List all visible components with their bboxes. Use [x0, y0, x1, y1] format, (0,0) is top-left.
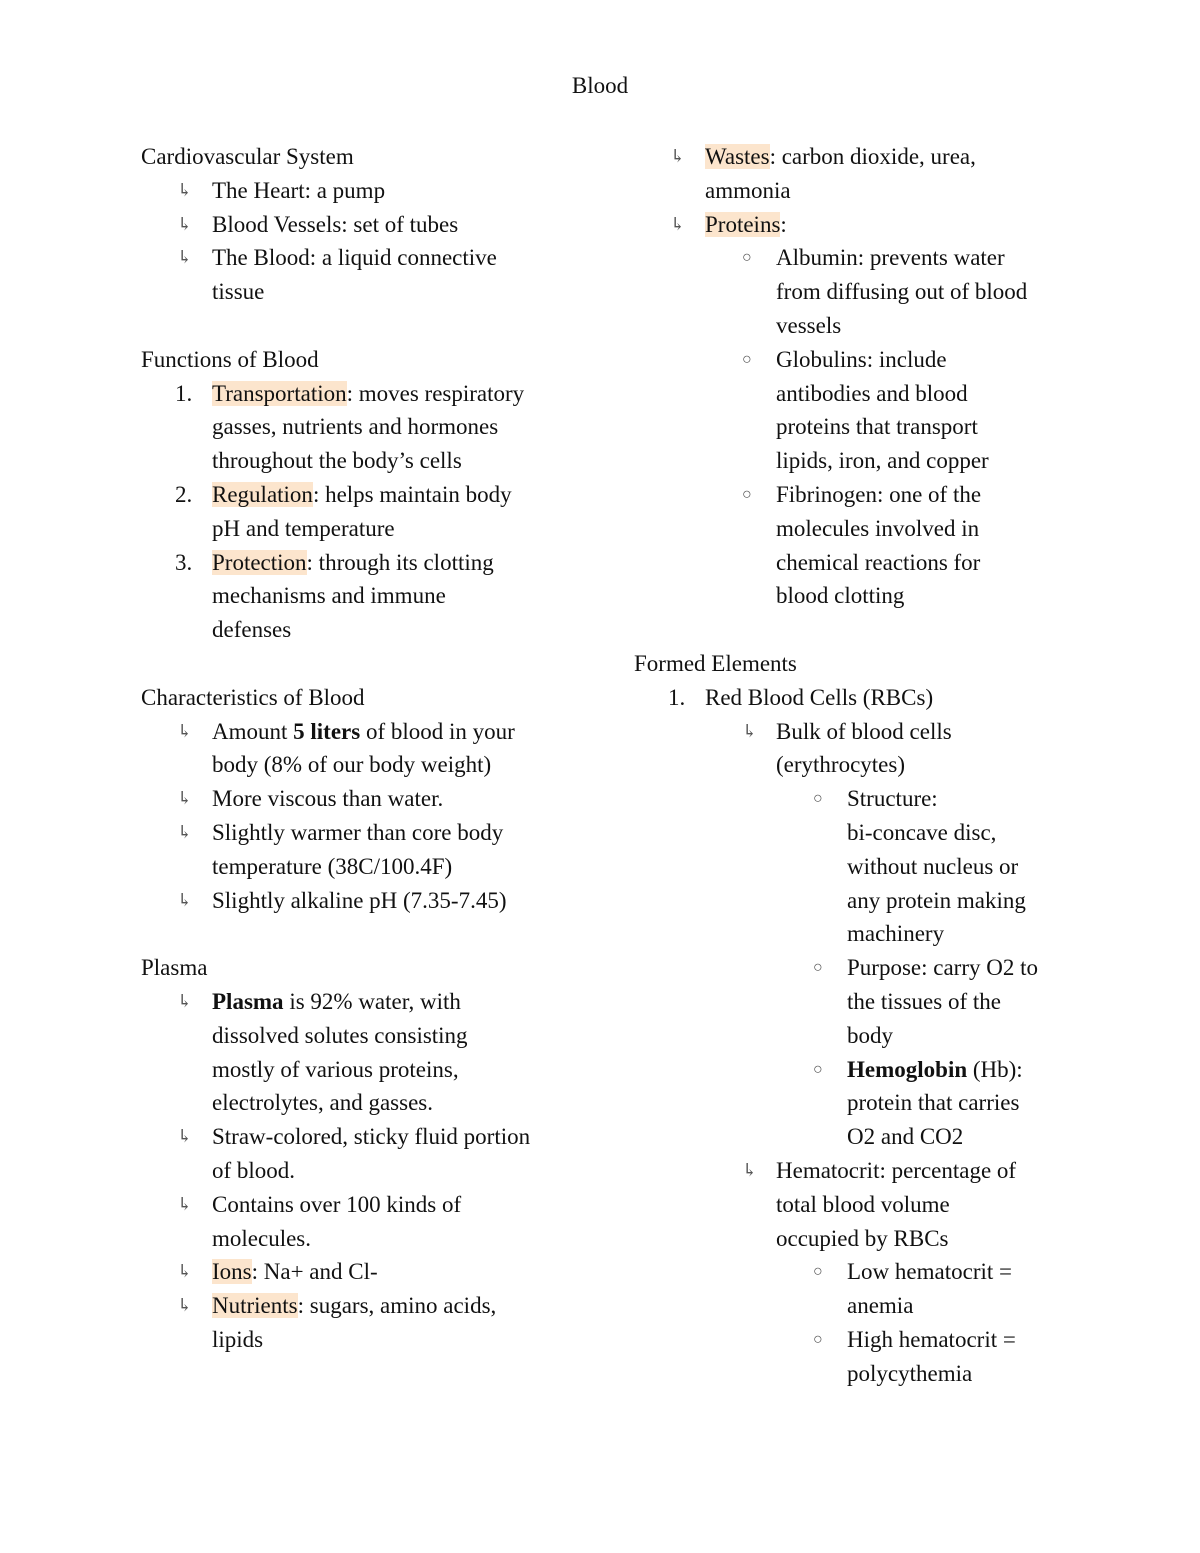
item-text: of blood.	[212, 1157, 296, 1183]
item-text	[705, 140, 976, 174]
spacer	[634, 613, 1074, 647]
arrow-bullet-icon: ↳	[177, 247, 193, 268]
list-item-continuation	[141, 512, 581, 546]
list-item-continuation	[141, 444, 581, 478]
arrow-bullet-icon: ↳	[670, 213, 686, 234]
list-item-continuation	[141, 579, 581, 613]
list-item	[141, 1255, 581, 1289]
highlighted-term: Nutrients	[212, 1293, 298, 1319]
list-item-continuation	[634, 174, 1074, 208]
highlighted-term: Ions	[212, 1259, 252, 1285]
heading-plasma: Plasma	[141, 955, 208, 981]
item-text: proteins that transport	[776, 414, 978, 440]
item-text	[847, 1053, 1023, 1087]
list-item-continuation	[634, 1120, 1074, 1154]
text-run: is 92% water, with	[283, 988, 461, 1014]
list-item-continuation	[141, 1323, 581, 1357]
list-item-continuation	[141, 275, 581, 309]
circle-bullet-icon: ○	[742, 485, 752, 503]
term-description: :	[780, 211, 787, 237]
arrow-bullet-icon: ↳	[177, 889, 193, 910]
numbered-item	[141, 546, 581, 580]
item-number: 3.	[175, 549, 193, 575]
highlighted-term: Protection	[212, 549, 307, 575]
list-item-continuation	[634, 1086, 1074, 1120]
item-text: gasses, nutrients and hormones	[212, 414, 499, 440]
list-item-continuation	[634, 1289, 1074, 1323]
item-text: Fibrinogen: one of the	[776, 481, 982, 507]
item-text: dissolved solutes consisting	[212, 1022, 468, 1048]
item-text: defenses	[212, 617, 292, 643]
page-title: Blood	[571, 73, 629, 98]
list-item-continuation	[634, 377, 1074, 411]
item-text: from diffusing out of blood	[776, 279, 1028, 305]
item-text: without nucleus or	[847, 853, 1019, 879]
list-item-continuation	[634, 1188, 1074, 1222]
numbered-item	[141, 377, 581, 411]
item-text	[212, 478, 512, 512]
arrow-bullet-icon: ↳	[177, 990, 193, 1011]
section-heading	[141, 140, 581, 174]
list-item	[141, 208, 581, 242]
item-text: Structure:	[847, 786, 938, 812]
list-item-continuation	[634, 546, 1074, 580]
item-text: Purpose: carry O2 to	[847, 955, 1038, 981]
circle-bullet-icon: ○	[813, 1330, 823, 1348]
item-text: Red Blood Cells (RBCs)	[705, 684, 934, 710]
term-description: : sugars, amino acids,	[297, 1293, 497, 1319]
list-item-continuation	[634, 275, 1074, 309]
highlighted-term: Wastes	[705, 144, 770, 169]
term-description: : through its clotting	[306, 549, 494, 575]
list-item	[634, 140, 1074, 174]
item-text: polycythemia	[847, 1360, 973, 1386]
heading-formed-elements: Formed Elements	[634, 650, 797, 676]
sub-item	[634, 1154, 1074, 1188]
item-text: Bulk of blood cells	[776, 718, 952, 744]
list-item-continuation	[141, 1019, 581, 1053]
list-item-continuation	[634, 985, 1074, 1019]
item-text: blood clotting	[776, 583, 905, 609]
list-item-continuation	[634, 1357, 1074, 1391]
arrow-bullet-icon: ↳	[177, 1193, 193, 1214]
highlighted-term: Transportation	[212, 380, 347, 406]
bold-term: Plasma	[212, 988, 284, 1014]
arrow-bullet-icon: ↳	[177, 1295, 193, 1316]
spacer	[141, 917, 581, 951]
item-text: mechanisms and immune	[212, 583, 446, 609]
arrow-bullet-icon: ↳	[177, 179, 193, 200]
item-text: vessels	[776, 312, 842, 338]
item-text: throughout the body’s cells	[212, 448, 462, 474]
item-text: mostly of various proteins,	[212, 1056, 459, 1082]
item-text: Hematocrit: percentage of	[776, 1157, 1017, 1183]
item-text	[212, 377, 524, 411]
item-text: bi-concave disc,	[847, 819, 997, 845]
list-item-continuation	[141, 1154, 581, 1188]
arrow-bullet-icon: ↳	[670, 146, 686, 166]
circle-bullet-icon: ○	[742, 249, 752, 267]
sub-sub-item	[634, 782, 1074, 816]
list-item-continuation	[634, 309, 1074, 343]
item-text: lipids	[212, 1326, 264, 1352]
item-text: (erythrocytes)	[776, 752, 905, 778]
arrow-bullet-icon: ↳	[177, 213, 193, 234]
item-text	[212, 546, 494, 580]
sub-item	[634, 478, 1074, 512]
arrow-bullet-icon: ↳	[177, 720, 193, 741]
item-text	[212, 1255, 378, 1289]
list-item-continuation	[634, 917, 1074, 951]
bold-term: 5 liters	[293, 718, 361, 744]
list-item	[141, 174, 581, 208]
list-item-continuation	[634, 512, 1074, 546]
item-text: Blood Vessels: set of tubes	[212, 211, 459, 237]
item-text: occupied by RBCs	[776, 1225, 949, 1251]
list-item-continuation	[141, 1222, 581, 1256]
list-item-continuation	[634, 410, 1074, 444]
item-text	[212, 1289, 496, 1323]
item-text: High hematocrit =	[847, 1326, 1016, 1352]
item-text: ammonia	[705, 177, 791, 203]
numbered-item	[634, 681, 1074, 715]
list-item-continuation	[634, 748, 1074, 782]
item-text: Slightly alkaline pH (7.35-7.45)	[212, 887, 507, 913]
sub-sub-item	[634, 1053, 1074, 1087]
arrow-bullet-icon: ↳	[177, 821, 193, 842]
list-item	[141, 884, 581, 918]
item-number: 1.	[668, 684, 686, 710]
list-item-continuation	[634, 1019, 1074, 1053]
list-item-continuation	[634, 884, 1074, 918]
item-text: More viscous than water.	[212, 786, 444, 812]
list-item	[141, 1188, 581, 1222]
list-item-continuation	[141, 410, 581, 444]
item-text: any protein making	[847, 887, 1026, 913]
section-heading	[141, 681, 581, 715]
item-text: protein that carries	[847, 1090, 1020, 1116]
bold-term: Hemoglobin	[847, 1056, 968, 1082]
item-number: 2.	[175, 481, 193, 507]
list-item-continuation	[141, 613, 581, 647]
heading-characteristics: Characteristics of Blood	[141, 684, 365, 710]
item-text: temperature (38C/100.4F)	[212, 853, 453, 879]
item-text: body	[847, 1022, 893, 1048]
item-text: pH and temperature	[212, 515, 395, 541]
term-description: : Na+ and Cl-	[251, 1259, 378, 1285]
arrow-bullet-icon: ↳	[177, 1261, 193, 1282]
list-item-continuation	[634, 1222, 1074, 1256]
item-text: Slightly warmer than core body	[212, 819, 504, 845]
spacer	[141, 309, 581, 343]
item-text: Globulins: include	[776, 346, 947, 372]
arrow-bullet-icon: ↳	[742, 720, 758, 741]
list-item-continuation	[634, 816, 1074, 850]
numbered-item	[141, 478, 581, 512]
list-item-continuation	[634, 579, 1074, 613]
circle-bullet-icon: ○	[813, 1060, 823, 1078]
text-run: of blood in your	[360, 718, 515, 744]
list-item	[141, 241, 581, 275]
item-text: machinery	[847, 921, 945, 947]
list-item	[141, 782, 581, 816]
sub-sub-item	[634, 1255, 1074, 1289]
item-text: the tissues of the	[847, 988, 1001, 1014]
section-heading	[634, 647, 1074, 681]
circle-bullet-icon: ○	[813, 790, 823, 808]
list-item-continuation	[141, 1053, 581, 1087]
item-text: antibodies and blood	[776, 380, 968, 406]
circle-bullet-icon: ○	[813, 959, 823, 977]
left-column	[141, 140, 581, 1357]
item-text: O2 and CO2	[847, 1124, 964, 1150]
right-column	[634, 140, 1074, 1390]
list-item-continuation	[141, 850, 581, 884]
item-text: electrolytes, and gasses.	[212, 1090, 433, 1116]
circle-bullet-icon: ○	[742, 350, 752, 368]
sub-item	[634, 715, 1074, 749]
spacer	[141, 647, 581, 681]
sub-sub-item	[634, 1323, 1074, 1357]
item-text: Low hematocrit =	[847, 1259, 1012, 1285]
sub-sub-item	[634, 951, 1074, 985]
list-item-continuation	[634, 444, 1074, 478]
list-item	[141, 1289, 581, 1323]
item-text	[212, 715, 515, 749]
arrow-bullet-icon: ↳	[742, 1159, 758, 1180]
item-text: The Heart: a pump	[212, 177, 386, 203]
term-description: : moves respiratory	[346, 380, 525, 406]
item-text: anemia	[847, 1293, 914, 1319]
section-heading	[141, 343, 581, 377]
highlighted-term: Proteins	[705, 211, 781, 237]
text-run: (Hb):	[967, 1056, 1023, 1082]
item-text: body (8% of our body weight)	[212, 752, 492, 778]
arrow-bullet-icon: ↳	[177, 788, 193, 809]
item-text: molecules involved in	[776, 515, 980, 541]
item-text: Contains over 100 kinds of	[212, 1191, 462, 1217]
item-text: Straw-colored, sticky fluid portion	[212, 1124, 531, 1150]
item-text: lipids, iron, and copper	[776, 448, 989, 474]
item-text: chemical reactions for	[776, 549, 981, 575]
item-text: The Blood: a liquid connective	[212, 245, 497, 271]
highlighted-term: Regulation	[212, 481, 313, 507]
sub-item	[634, 241, 1074, 275]
item-text: Albumin: prevents water	[776, 245, 1005, 271]
item-number: 1.	[175, 380, 193, 406]
list-item-continuation	[634, 850, 1074, 884]
item-text: tissue	[212, 279, 265, 305]
sub-item	[634, 343, 1074, 377]
arrow-bullet-icon: ↳	[177, 1126, 193, 1147]
list-item-continuation	[141, 1086, 581, 1120]
item-text	[212, 985, 461, 1019]
circle-bullet-icon: ○	[813, 1263, 823, 1281]
list-item-continuation	[141, 748, 581, 782]
list-item	[141, 715, 581, 749]
section-heading	[141, 951, 581, 985]
list-item	[141, 816, 581, 850]
list-item	[141, 1120, 581, 1154]
term-description: : helps maintain body	[312, 481, 512, 507]
term-description: : carbon dioxide, urea,	[769, 144, 976, 169]
item-text: total blood volume	[776, 1191, 950, 1217]
heading-cardiovascular: Cardiovascular System	[141, 144, 354, 169]
list-item	[141, 985, 581, 1019]
heading-functions: Functions of Blood	[141, 346, 319, 372]
item-text: molecules.	[212, 1225, 311, 1251]
text-run: Amount	[212, 718, 294, 744]
item-text	[705, 208, 787, 242]
list-item	[634, 208, 1074, 242]
